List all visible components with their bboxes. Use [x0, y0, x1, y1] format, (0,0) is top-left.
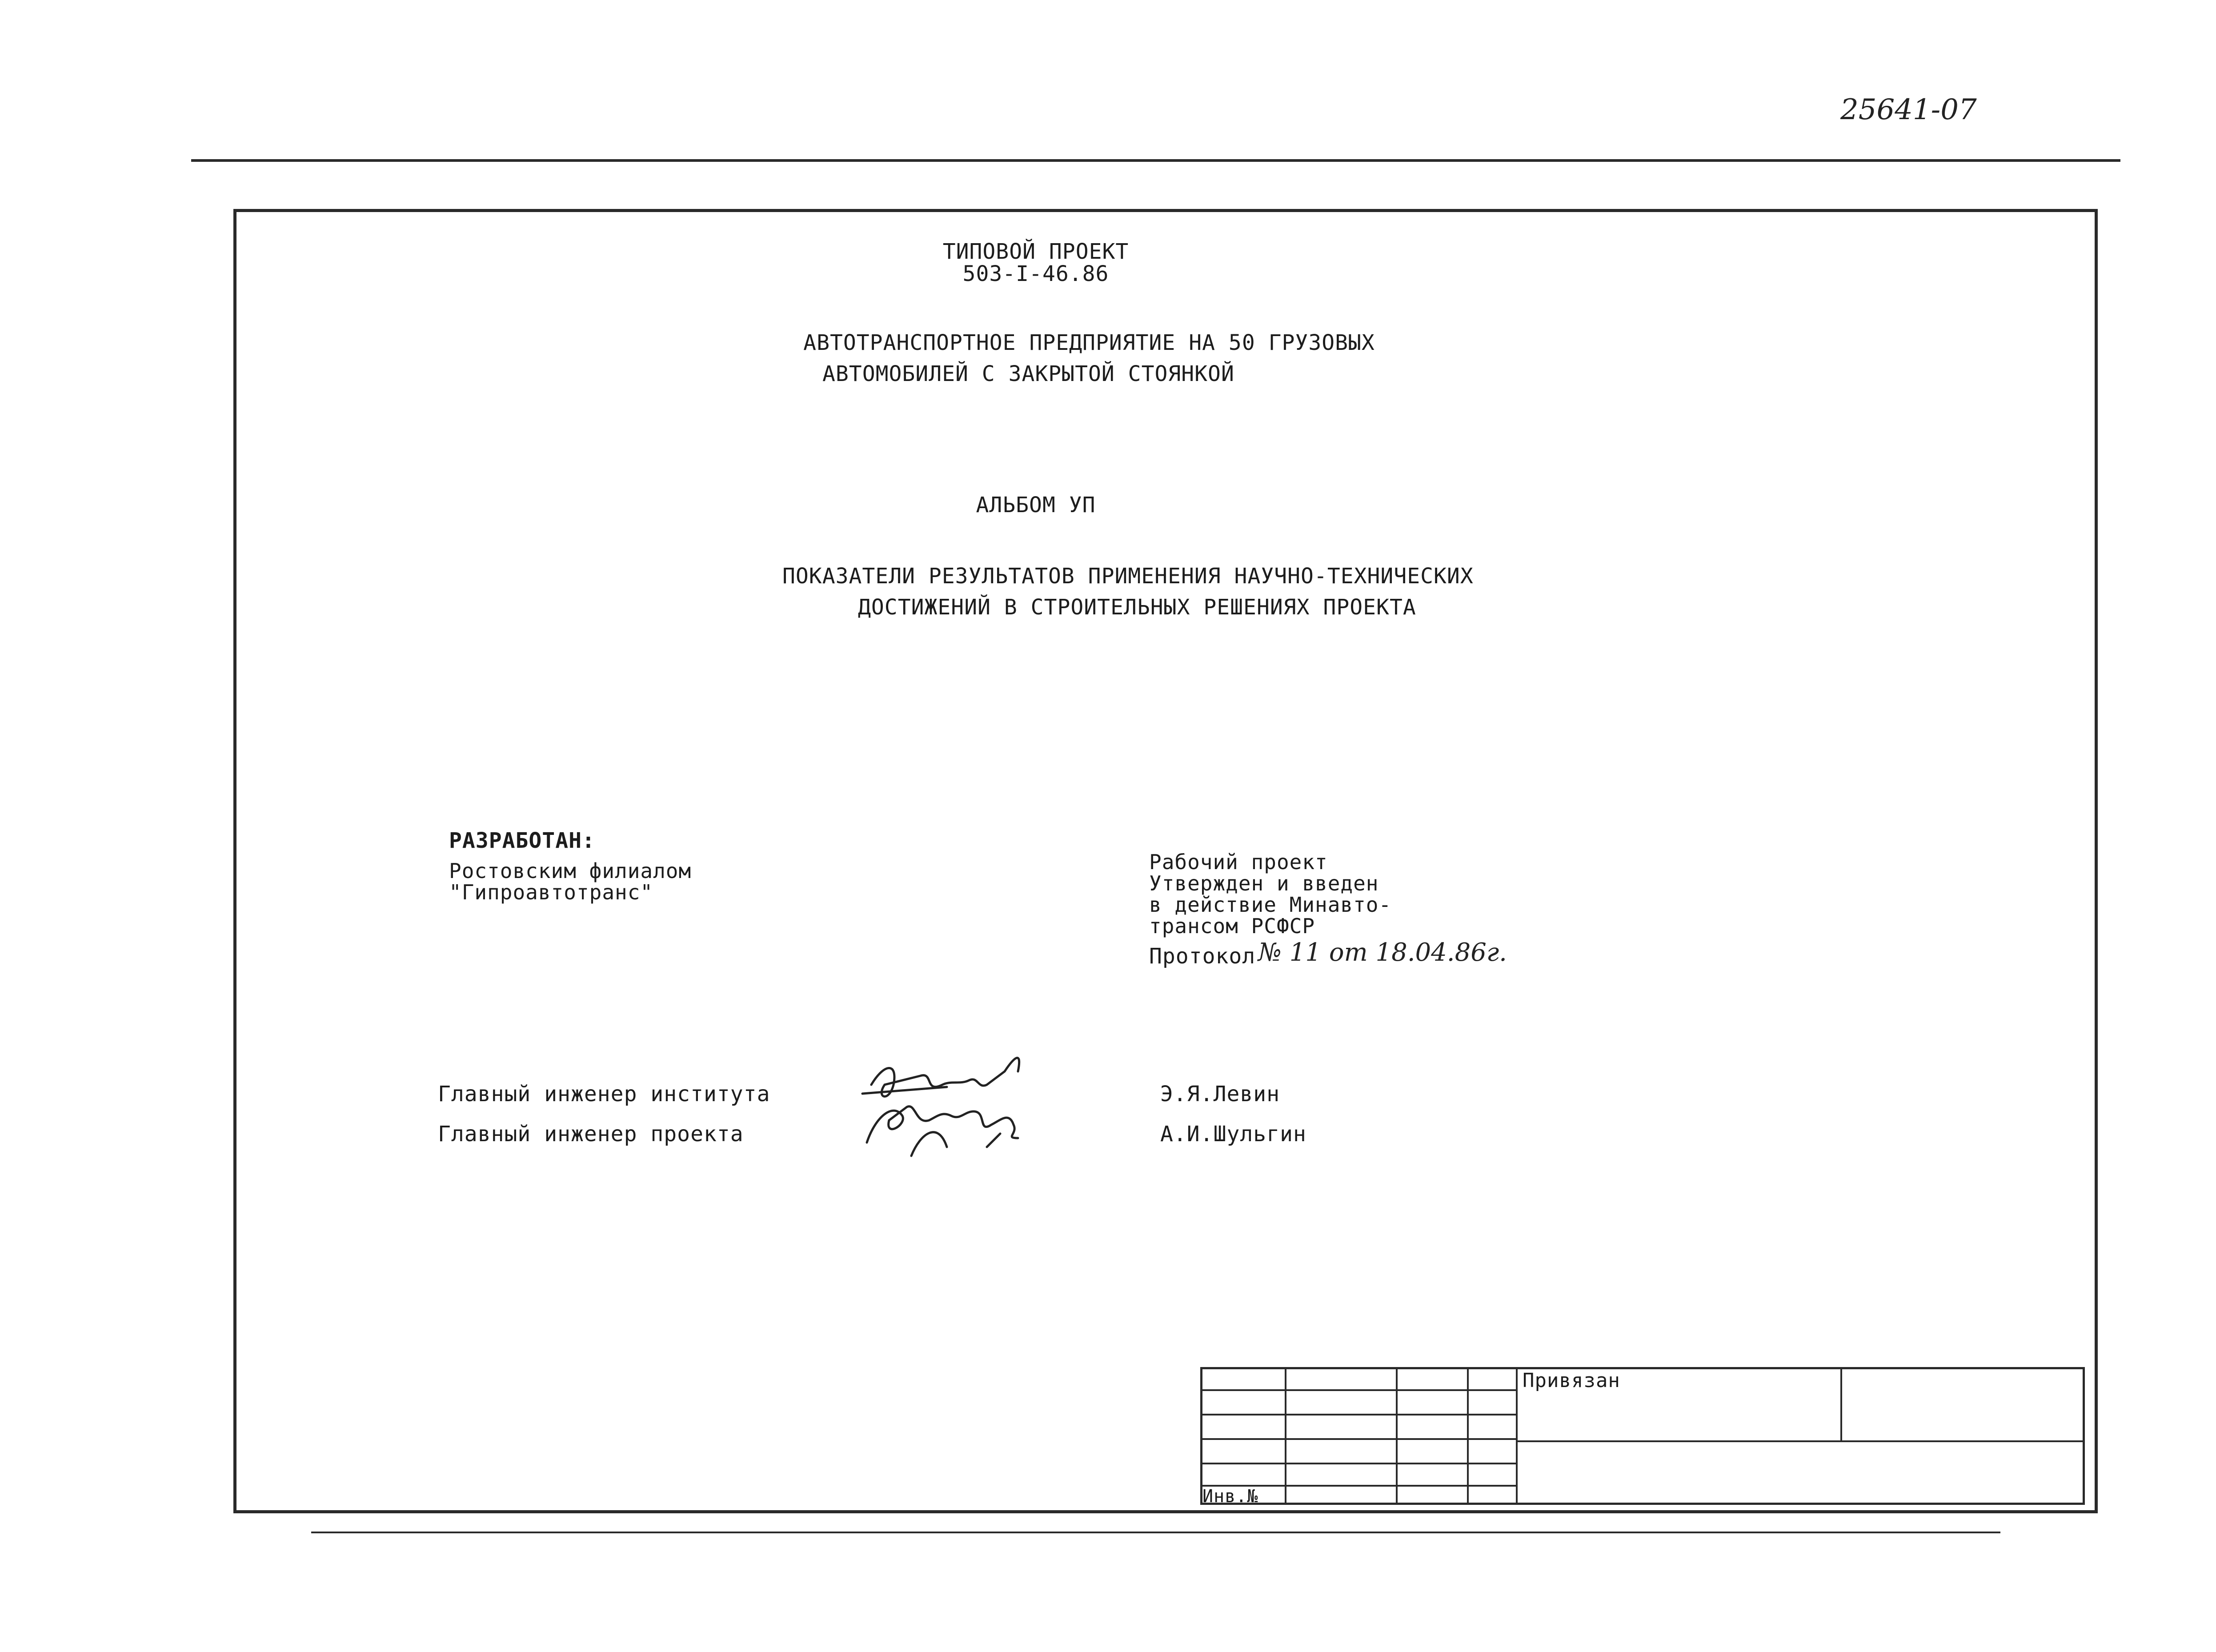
- approval-block: [1149, 851, 1391, 937]
- stamp-grid-line: [1396, 1367, 1398, 1505]
- project-title-line-2: АВТОМОБИЛЕЙ С ЗАКРЫТОЙ СТОЯНКОЙ: [822, 361, 1234, 386]
- project-title-line-1: АВТОТРАНСПОРТНОЕ ПРЕДПРИЯТИЕ НА 50 ГРУЗОВЫХ: [803, 330, 1375, 355]
- project-number: 503-I-46.86: [962, 261, 1109, 286]
- bottom-rule: [311, 1532, 2000, 1533]
- approval-line-2: Утвержден и введен: [1149, 871, 1379, 895]
- developer-label: РАЗРАБОТАН:: [449, 828, 595, 853]
- developer-block: [449, 860, 691, 903]
- signatory-name-1: Э.Я.Левин: [1160, 1082, 1280, 1107]
- protocol-value: № 11 от 18.04.86г.: [1258, 938, 1507, 967]
- approval-line-3: в действие Минавто-: [1149, 893, 1392, 917]
- signatory-role-2: Главный инженер проекта: [438, 1122, 744, 1147]
- signature-image: [858, 1045, 1049, 1160]
- inventory-number-label: Инв.№: [1202, 1486, 1258, 1507]
- stamp-grid-line: [1200, 1389, 1516, 1391]
- developer-line-2: "Гипроавтотранс": [449, 880, 653, 904]
- archive-number: 25641-07: [1840, 93, 1977, 126]
- stamp-grid-line: [1200, 1438, 1516, 1440]
- protocol-label: Протокол: [1149, 944, 1256, 969]
- stamp-grid-line: [1200, 1414, 1516, 1415]
- project-type-label: ТИПОВОЙ ПРОЕКТ: [942, 239, 1129, 264]
- stamp-grid-line: [1516, 1367, 1518, 1505]
- title-block-stamp: [1200, 1367, 2085, 1505]
- stamp-grid-line: [1840, 1367, 1842, 1440]
- privyazan-label: Привязан: [1523, 1369, 1620, 1392]
- stamp-grid-line: [1467, 1367, 1469, 1505]
- subtitle-line-1: ПОКАЗАТЕЛИ РЕЗУЛЬТАТОВ ПРИМЕНЕНИЯ НАУЧНО-ТЕХНИЧЕСКИХ: [782, 564, 1474, 589]
- stamp-grid-line: [1516, 1440, 2085, 1442]
- stamp-grid-line: [1200, 1463, 1516, 1464]
- signatory-role-1: Главный инженер института: [438, 1082, 770, 1107]
- approval-line-4: трансом РСФСР: [1149, 914, 1315, 938]
- signatory-name-2: А.И.Шульгин: [1160, 1122, 1306, 1147]
- stamp-grid-line: [1285, 1367, 1286, 1505]
- approval-line-1: Рабочий проект: [1149, 850, 1328, 874]
- top-rule: [191, 159, 2120, 162]
- subtitle-line-2: ДОСТИЖЕНИЙ В СТРОИТЕЛЬНЫХ РЕШЕНИЯХ ПРОЕКТА: [858, 595, 1416, 620]
- album-label: АЛЬБОМ УП: [976, 493, 1096, 517]
- developer-line-1: Ростовским филиалом: [449, 859, 692, 883]
